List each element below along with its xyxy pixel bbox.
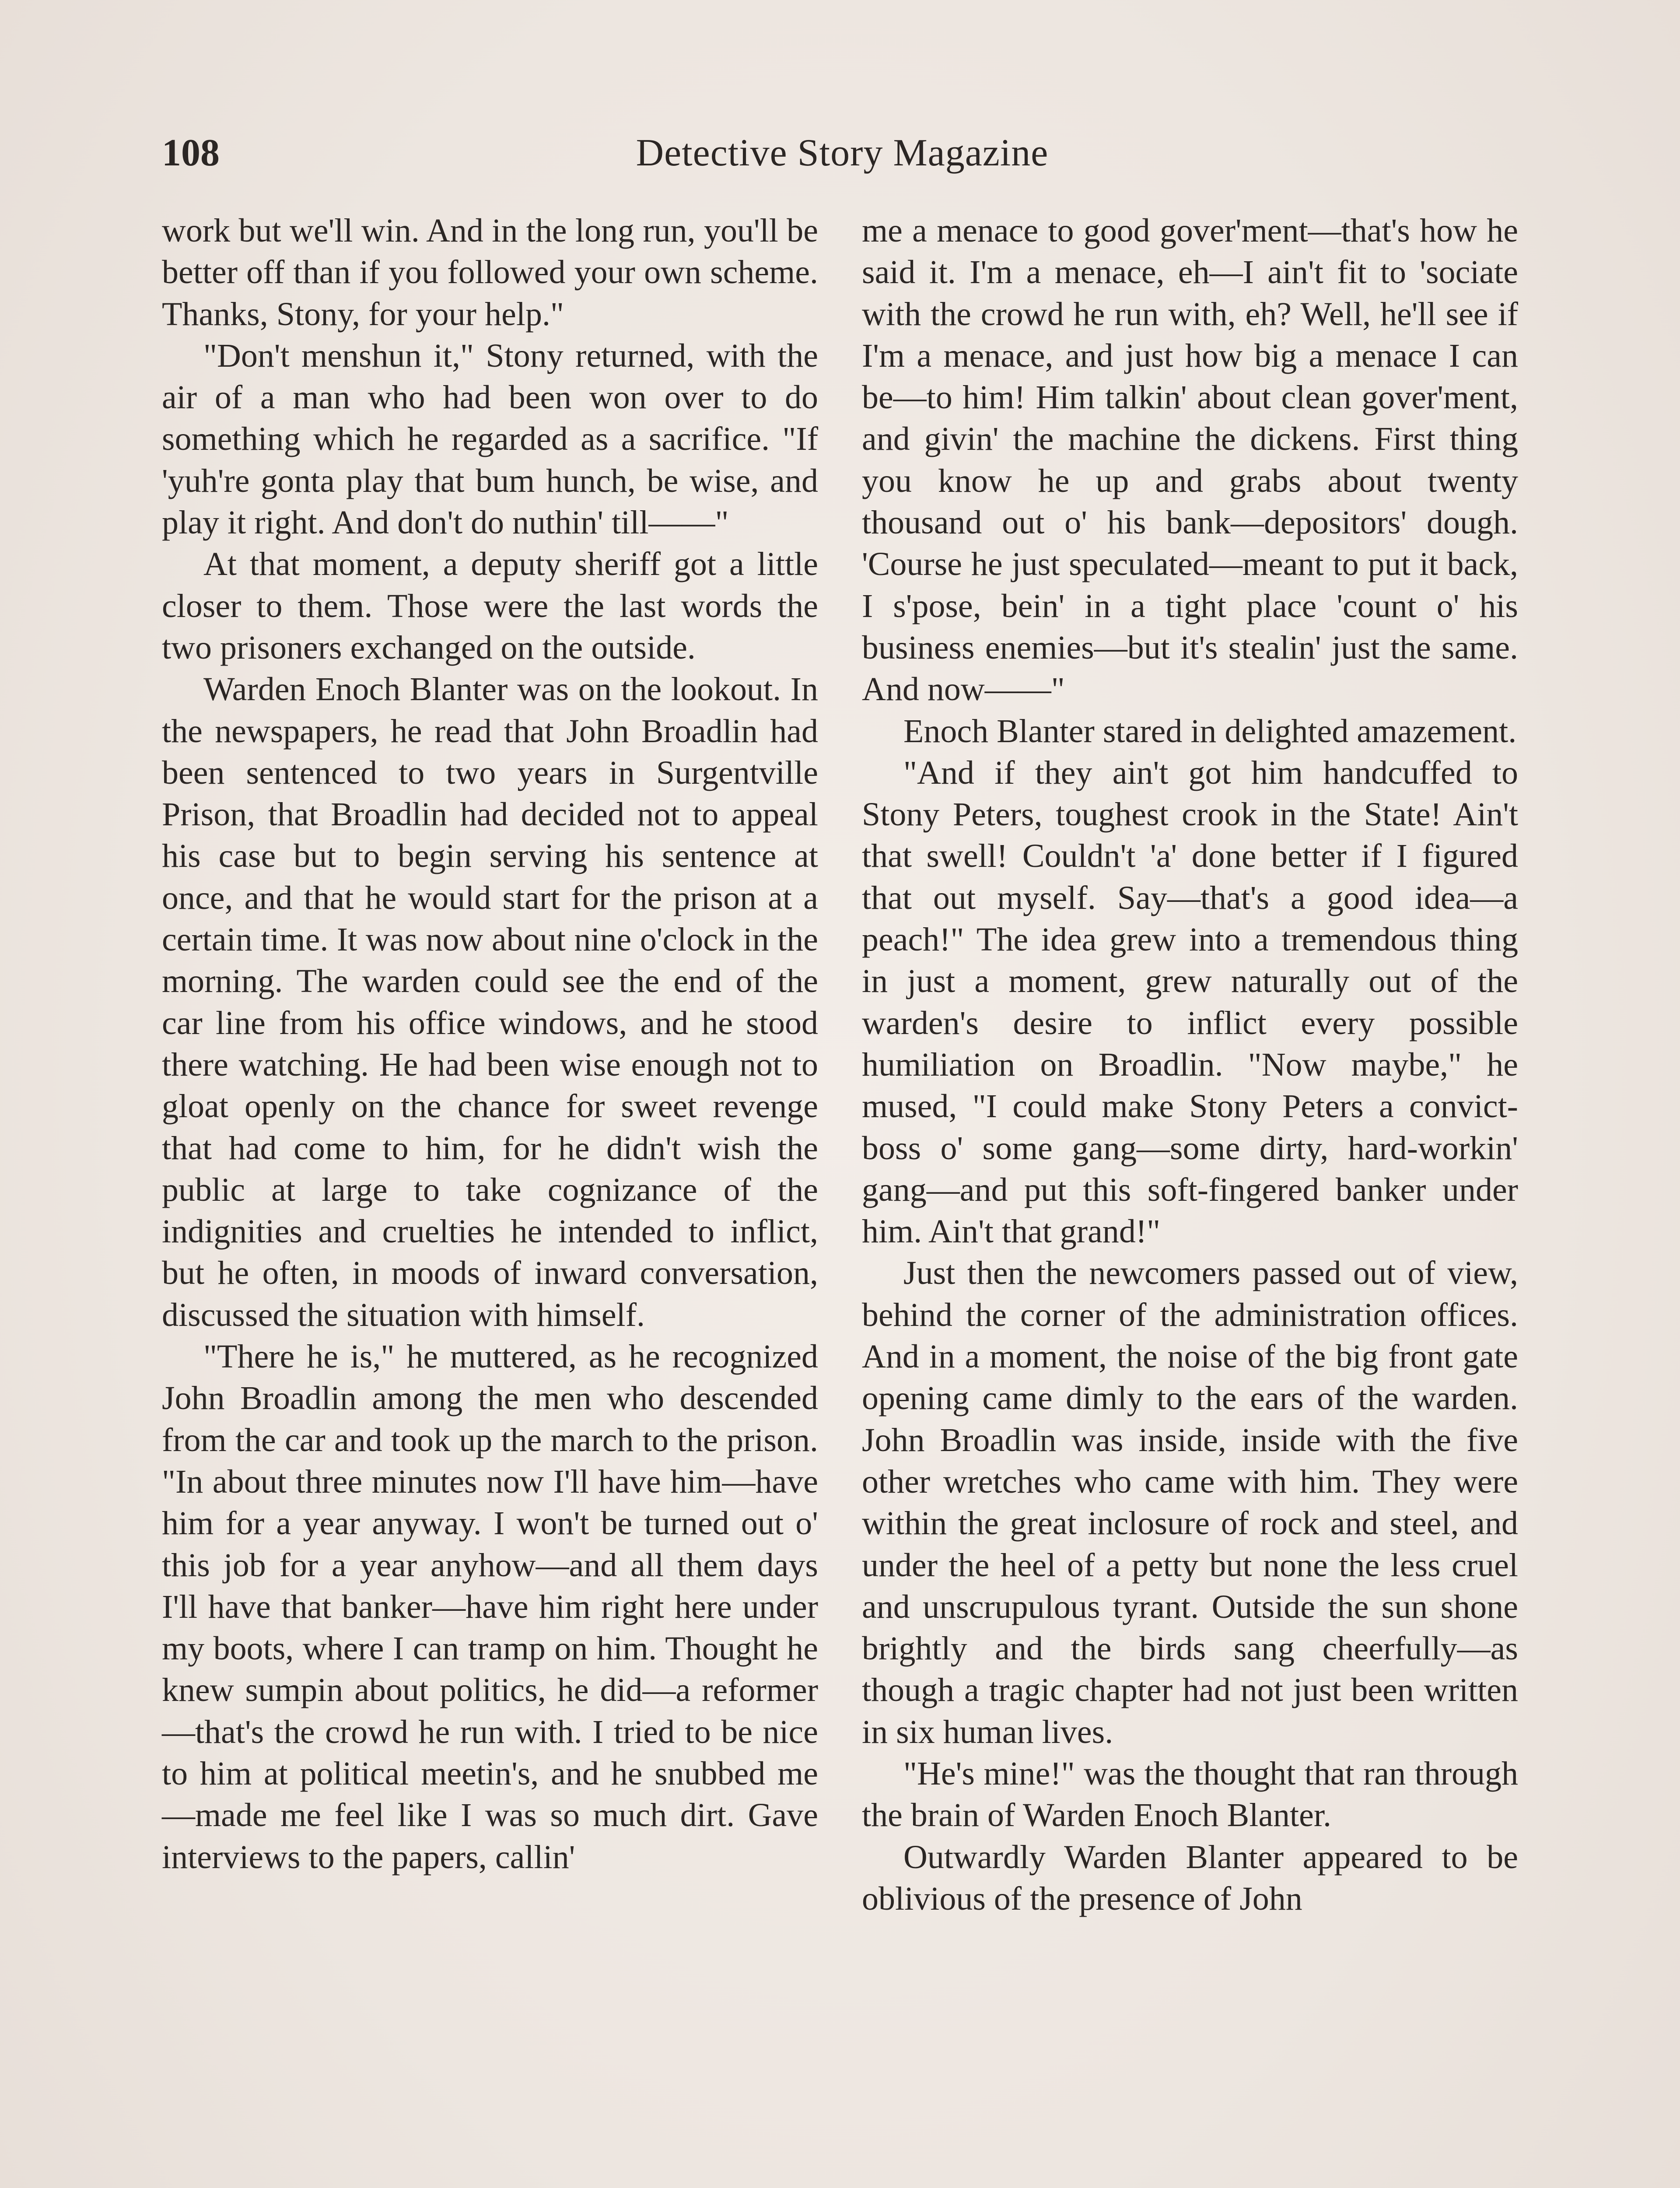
paragraph: Enoch Blanter stared in delighted amazement. — [903, 712, 1517, 750]
page-number: 108 — [162, 132, 220, 174]
paragraph: "There he is," he muttered, as he recognized John Broadlin among the men who descended from the car and took up the march to the prison. "In about three minutes now I'll have him—have him for a year anyway. I won't be turned out o' this job for a year anyhow—and all them days I'll have that banker—have him right here under my boots, where I can tramp on him. Thought he knew sumpin about politics, he did—a reformer—that's the crowd he run with. I tried to be nice to him at political meetin's, and he snubbed me—made me feel like I was so much dirt. Gave interviews to the papers, callin' — [162, 1338, 818, 1876]
page-header — [162, 125, 1522, 182]
paragraph: work but we'll win. And in the long run, you'll be better off than if you followed your own scheme. Thanks, Stony, for your help." — [162, 212, 818, 333]
right-column — [862, 210, 1518, 1920]
paragraph: Just then the newcomers passed out of view, behind the corner of the administration offices. And in a moment, the noise of the big front gate opening came dimly to the ears of the warden. John Broadlin was inside, inside with the five other wretches who came with him. They were within the great inclosure of rock and steel, and under the heel of a petty but none the less cruel and unscrupulous tyrant. Outside the sun shone brightly and the birds sang cheerfully—as though a tragic chapter had not just been written in six human lives. — [862, 1255, 1518, 1750]
paragraph: me a menace to good gover'ment—that's how he said it. I'm a menace, eh—I ain't fit to 'sociate with the crowd he run with, eh? Well, he'll see if I'm a menace, and just how big a menace I can be—to him! Him talkin' about clean gover'ment, and givin' the machine the dickens. First thing you know he up and grabs about twenty thousand out o' his bank—depositors' dough. 'Course he just speculated—meant to put it back, I s'pose, bein' in a tight place 'count o' his business enemies—but it's stealin' just the same. And now——" — [862, 212, 1518, 708]
paragraph: "Don't menshun it," Stony returned, with the air of a man who had been won over to do something which he regarded as a sacrifice. "If 'yuh're gonta play that bum hunch, be wise, and play it right. And don't do nuthin' till——" — [162, 337, 818, 541]
paragraph: Warden Enoch Blanter was on the lookout. In the newspapers, he read that John Broadlin had been sentenced to two years in Surgentville Prison, that Broadlin had decided not to appeal his case but to begin serving his sentence at once, and that he would start for the prison at a certain time. It was now about nine o'clock in the morning. The warden could see the end of the car line from his office windows, and he stood there watching. He had been wise enough not to gloat openly on the chance for sweet revenge that had come to him, for he didn't wish the public at large to take cognizance of the indignities and cruelties he intended to inflict, but he often, in moods of inward conversation, discussed the situation with himself. — [162, 671, 818, 1333]
paragraph: "And if they ain't got him handcuffed to Stony Peters, toughest crook in the State! Ain't that swell! Couldn't 'a' done better if I figured that out myself. Say—that's a good idea—a peach!" The idea grew into a tremendous thing in just a moment, grew naturally out of the warden's desire to inflict every possible humiliation on Broadlin. "Now maybe," he mused, "I could make Stony Peters a convict-boss o' some gang—some dirty, hard-workin' gang—and put this soft-fingered banker under him. Ain't that grand!" — [862, 754, 1518, 1250]
left-column — [162, 210, 818, 1878]
page-title: Detective Story Magazine — [636, 132, 1049, 174]
paragraph: Outwardly Warden Blanter appeared to be oblivious of the presence of John — [862, 1838, 1518, 1917]
paragraph: At that moment, a deputy sheriff got a little closer to them. Those were the last words the two prisoners exchanged on the outside. — [162, 546, 818, 666]
paragraph: "He's mine!" was the thought that ran through the brain of Warden Enoch Blanter. — [862, 1755, 1518, 1834]
